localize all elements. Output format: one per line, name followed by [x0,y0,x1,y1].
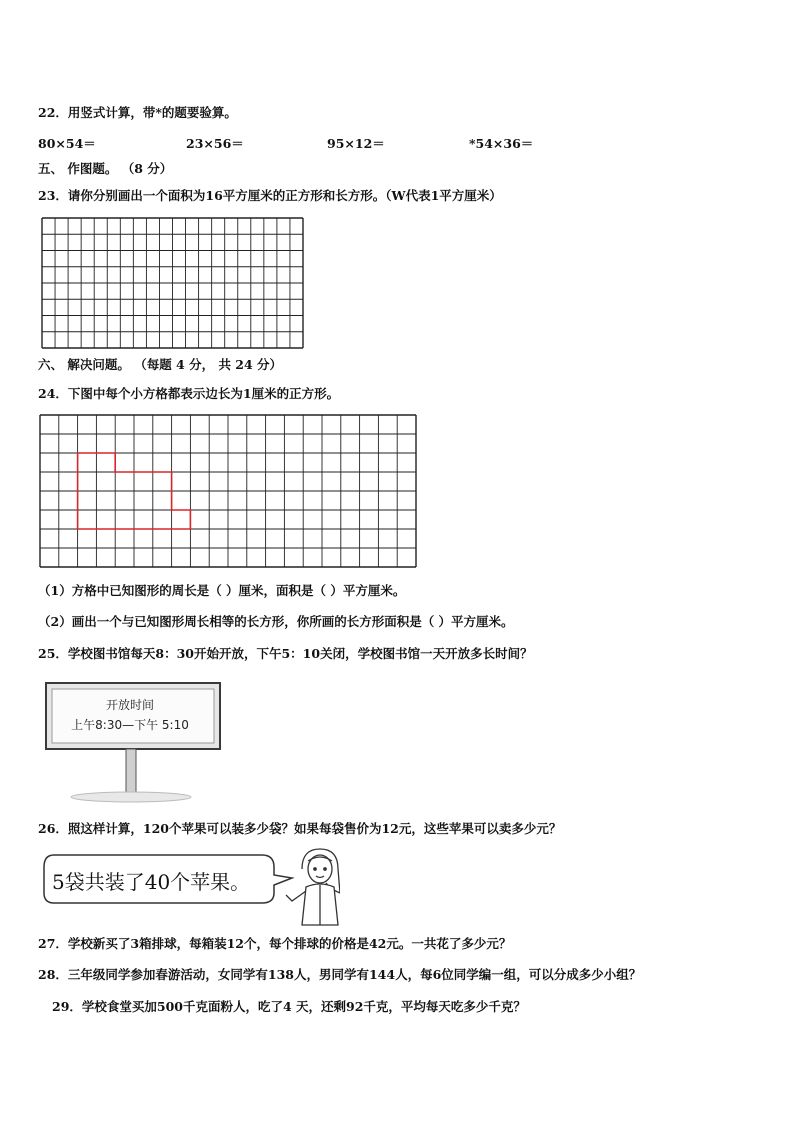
q25-prompt: 25．学校图书馆每天8：30开始开放，下午5：10关闭，学校图书馆一天开放多长时间？ [38,646,533,661]
q24-sub-2: （2）画出一个与已知图形周长相等的长方形，你所画的长方形面积是（ ）平方厘米。 [38,614,514,629]
q29-prompt: 29．学校食堂买加500千克面粉人，吃了4 天，还剩92千克，平均每天吃多少千克？ [52,999,526,1014]
q22-item-3: 95×12＝ [327,136,385,151]
q26-prompt: 26．照这样计算，120个苹果可以装多少袋？如果每袋售价为12元，这些苹果可以卖多少元？ [38,821,562,836]
sign-hours: 上午8:30—下午 5:10 [71,718,189,732]
sign-title: 开放时间 [105,698,154,712]
q22-item-2: 23×56＝ [186,136,244,151]
q24-sub-1: （1）方格中已知图形的周长是（ ）厘米，面积是（ ）平方厘米。 [38,583,406,598]
q28-prompt: 28．三年级同学参加春游活动，女同学有138人，男同学有144人，每6位同学编一组，可以分成多少小组？ [38,967,642,982]
q24-prompt: 24．下图中每个小方格都表示边长为1厘米的正方形。 [38,386,340,401]
q27-prompt: 27．学校新买了3箱排球，每箱装12个，每个排球的价格是42元。一共花了多少元？ [38,936,512,951]
q22-item-1: 80×54＝ [38,136,96,151]
section-6-title: 六、 解决问题。 （每题 4 分， 共 24 分） [38,357,283,372]
q24-grid[interactable] [39,414,417,568]
girl-icon [286,849,340,925]
q22-item-4: *54×36＝ [469,136,534,151]
section-5-title: 五、 作图题。 （8 分） [38,161,173,176]
speech-bubble-text: 5袋共装了40个苹果。 [52,870,251,894]
q23-prompt: 23．请你分别画出一个面积为16平方厘米的正方形和长方形。（W代表1平方厘米） [38,188,502,203]
q22-prompt: 22．用竖式计算，带*的题要验算。 [38,105,237,120]
q23-grid[interactable] [41,217,304,349]
